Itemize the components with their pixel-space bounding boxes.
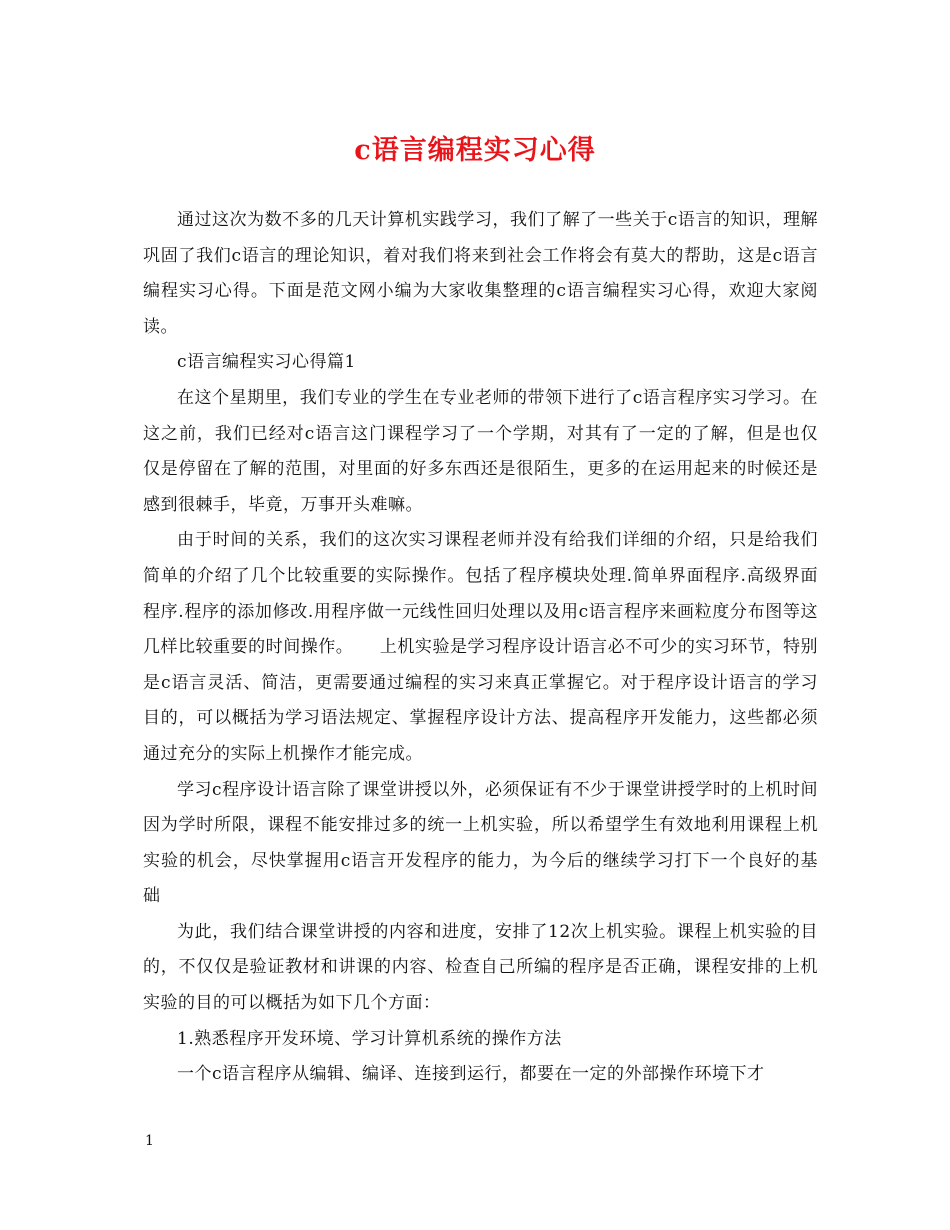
list-item-heading: 1.熟悉程序开发环境、学习计算机系统的操作方法	[177, 1028, 562, 1049]
paragraph: 一个c语言程序从编辑、编译、连接到运行，都要在一定的外部操作环境下才	[177, 1064, 765, 1085]
document-body	[143, 203, 818, 1093]
document-title: c语言编程实习心得	[354, 135, 596, 166]
paragraph: 学习c程序设计语言除了课堂讲授以外，必须保证有不少于课堂讲授学时的上机时间因为学时所限，课程不能安排过多的统一上机实验，所以希望学生有效地利用课程上机实验的机会，尽快掌握用c语言开发程序的能力，为今后的继续学习打下一个良好的基础	[143, 779, 818, 907]
page-number: 1	[145, 1133, 154, 1149]
paragraph: 由于时间的关系，我们的这次实习课程老师并没有给我们详细的介绍，只是给我们简单的介绍了几个比较重要的实际操作。包括了程序模块处理.简单界面程序.高级界面程序.程序的添加修改.用程序做一元线性回归处理以及用c语言程序来画粒度分布图等这几样比较重要的时间操作。 上机实验是学习程序设计语言必不可少的实习环节，特别是c语言灵活、简洁，更需要通过编程的实习来真正掌握它。对于程序设计语言的学习目的，可以概括为学习语法规定、掌握程序设计方法、提高程序开发能力，这些都必须通过充分的实际上机操作才能完成。	[143, 530, 818, 764]
paragraph-intro: 通过这次为数不多的几天计算机实践学习，我们了解了一些关于c语言的知识，理解巩固了我们c语言的理论知识，着对我们将来到社会工作将会有莫大的帮助，这是c语言编程实习心得。下面是范文网小编为大家收集整理的c语言编程实习心得，欢迎大家阅读。	[143, 210, 818, 337]
paragraph: 为此，我们结合课堂讲授的内容和进度，安排了12次上机实验。课程上机实验的目的，不仅仅是验证教材和讲课的内容、检查自己所编的程序是否正确，课程安排的上机实验的目的可以概括为如下几个方面：	[143, 921, 818, 1014]
section-heading: c语言编程实习心得篇1	[177, 352, 356, 373]
paragraph: 在这个星期里，我们专业的学生在专业老师的带领下进行了c语言程序实习学习。在这之前，我们已经对c语言这门课程学习了一个学期，对其有了一定的了解，但是也仅仅是停留在了解的范围，对里面的好多东西还是很陌生，更多的在运用起来的时候还是感到很棘手，毕竟，万事开头难嘛。	[143, 387, 818, 515]
